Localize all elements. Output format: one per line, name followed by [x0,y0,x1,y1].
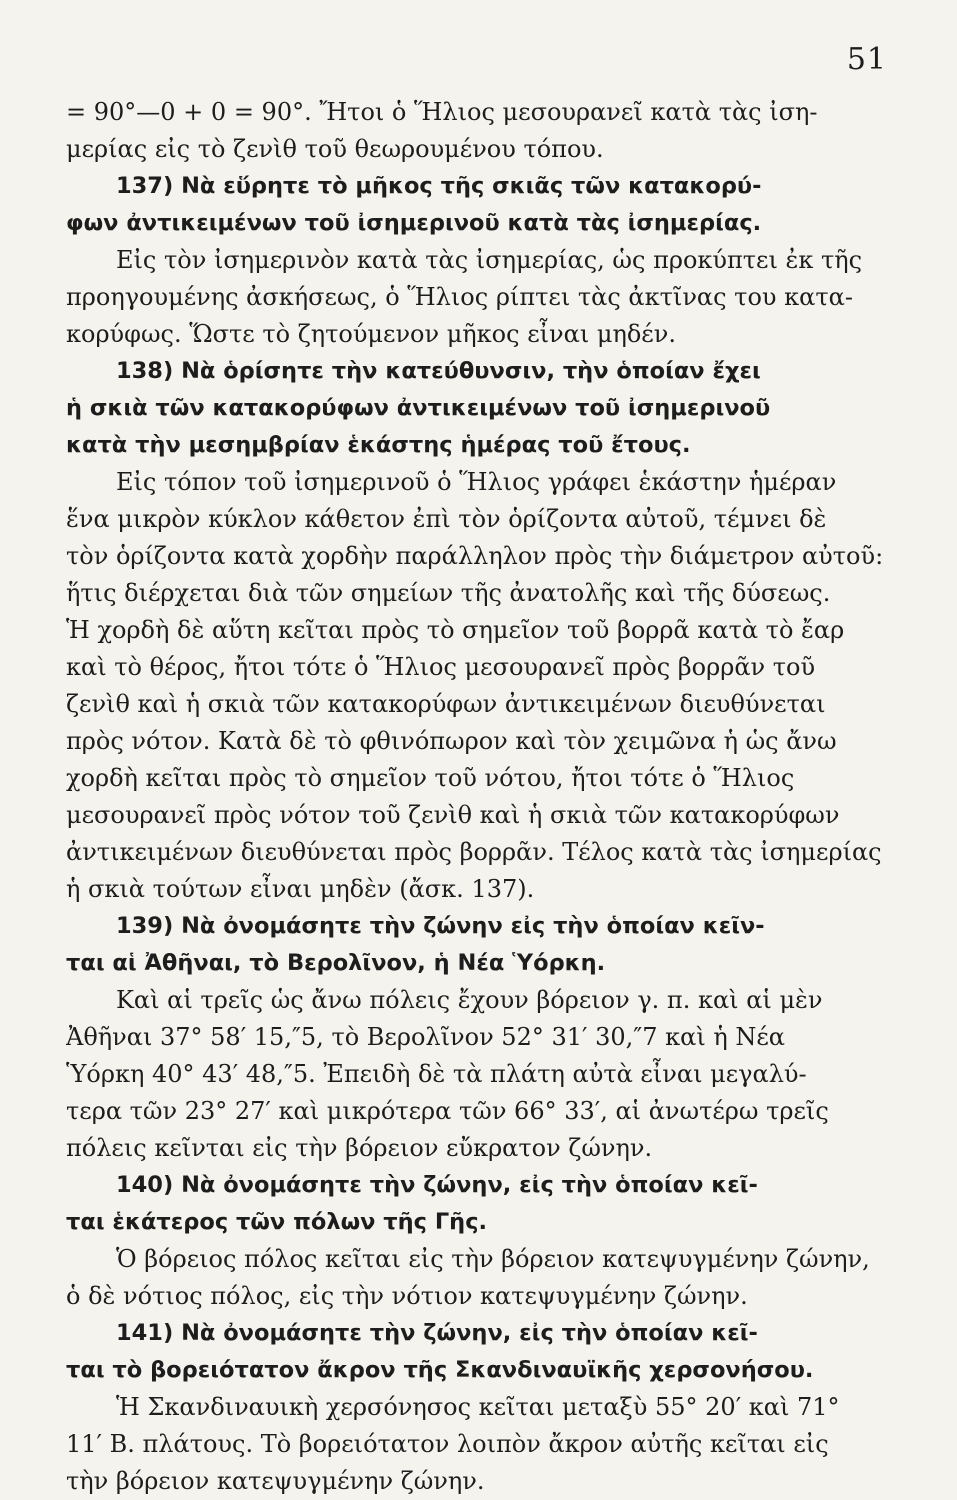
text-line: καὶ τὸ θέρος, ἤτοι τότε ὁ Ἥλιος μεσουρανεῖ πρὸς βορρᾶν τοῦ [66,653,816,681]
text-line: ὁ δὲ νότιος πόλος, εἰς τὴν νότιον κατεψυγμένην ζώνην. [66,1282,748,1310]
text-line: κορύφως. Ὥστε τὸ ζητούμενον μῆκος εἶναι μηδέν. [66,320,676,348]
exercise-heading-line: ται τὸ βορειότατον ἄκρον τῆς Σκανδιναυϊκῆς χερσονήσου. [66,1357,814,1383]
exercise-heading-line: φων ἀντικειμένων τοῦ ἰσημερινοῦ κατὰ τὰς ἰσημερίας. [66,210,762,236]
text-line: τὴν βόρειον κατεψυγμένην ζώνην. [66,1467,485,1495]
text-line: ἕνα μικρὸν κύκλον κάθετον ἐπὶ τὸν ὁρίζοντα αὐτοῦ, τέμνει δὲ [66,505,827,533]
text-line: πρὸς νότον. Κατὰ δὲ τὸ φθινόπωρον καὶ τὸν χειμῶνα ἡ ὡς ἄνω [66,727,837,755]
text-line: Εἰς τόπον τοῦ ἰσημερινοῦ ὁ Ἥλιος γράφει ἑκάστην ἡμέραν [116,468,837,496]
text-line: ἀντικειμένων διευθύνεται πρὸς βορρᾶν. Τέλος κατὰ τὰς ἰσημερίας [66,838,882,866]
text-line: προηγουμένης ἀσκήσεως, ὁ Ἥλιος ρίπτει τὰς ἀκτῖνας του κατα- [66,283,853,311]
text-line: Ἀθῆναι 37° 58′ 15,″5, τὸ Βερολῖνον 52° 31′ 30,″7 καὶ ἡ Νέα [66,1023,786,1051]
text-line: τερα τῶν 23° 27′ καὶ μικρότερα τῶν 66° 33′, αἱ ἀνωτέρω τρεῖς [66,1097,829,1125]
text-line: = 90°—0 + 0 = 90°. Ἤτοι ὁ Ἥλιος μεσουρανεῖ κατὰ τὰς ἰση- [66,98,818,126]
exercise-heading-line: 140) Νὰ ὀνομάσητε τὴν ζώνην, εἰς τὴν ὁποίαν κεῖ- [116,1172,758,1198]
text-line: Ὁ βόρειος πόλος κεῖται εἰς τὴν βόρειον κατεψυγμένην ζώνην, [116,1245,870,1273]
text-line: Ἡ Σκανδιναυικὴ χερσόνησος κεῖται μεταξὺ 55° 20′ καὶ 71° [116,1393,840,1421]
text-line: Ὑόρκη 40° 43′ 48,″5. Ἐπειδὴ δὲ τὰ πλάτη αὐτὰ εἶναι μεγαλύ- [66,1060,807,1088]
page-number: 51 [846,42,887,77]
text-line: Εἰς τὸν ἰσημερινὸν κατὰ τὰς ἰσημερίας, ὡς προκύπτει ἐκ τῆς [116,246,863,274]
text-line: Ἡ χορδὴ δὲ αὕτη κεῖται πρὸς τὸ σημεῖον τοῦ βορρᾶ κατὰ τὸ ἔαρ [66,616,845,644]
text-line: πόλεις κεῖνται εἰς τὴν βόρειον εὔκρατον ζώνην. [66,1134,653,1162]
text-line: μερίας εἰς τὸ ζενὶθ τοῦ θεωρουμένου τόπου. [66,135,604,163]
text-line: ζενὶθ καὶ ἡ σκιὰ τῶν κατακορύφων ἀντικειμένων διευθύνεται [66,690,826,718]
text-line: τὸν ὁρίζοντα κατὰ χορδὴν παράλληλον πρὸς τὴν διάμετρον αὐτοῦ: [66,542,884,570]
exercise-heading-line: ἡ σκιὰ τῶν κατακορύφων ἀντικειμένων τοῦ ἰσημερινοῦ [66,395,771,421]
text-line: 11′ Β. πλάτους. Τὸ βορειότατον λοιπὸν ἄκρον αὐτῆς κεῖται εἰς [66,1430,829,1458]
exercise-heading-line: ται αἱ Ἀθῆναι, τὸ Βερολῖνον, ἡ Νέα Ὑόρκη. [66,950,606,976]
exercise-heading-line: 141) Νὰ ὀνομάσητε τὴν ζώνην, εἰς τὴν ὁποίαν κεῖ- [116,1320,758,1346]
text-line: ἥτις διέρχεται διὰ τῶν σημείων τῆς ἀνατολῆς καὶ τῆς δύσεως. [66,579,831,607]
exercise-heading-line: 139) Νὰ ὀνομάσητε τὴν ζώνην εἰς τὴν ὁποίαν κεῖν- [116,913,765,939]
exercise-heading-line: 137) Νὰ εὕρητε τὸ μῆκος τῆς σκιᾶς τῶν κατακορύ- [116,173,762,199]
text-line: Καὶ αἱ τρεῖς ὡς ἄνω πόλεις ἔχουν βόρειον γ. π. καὶ αἱ μὲν [116,986,823,1014]
page-body [66,94,916,1500]
text-line: χορδὴ κεῖται πρὸς τὸ σημεῖον τοῦ νότου, ἤτοι τότε ὁ Ἥλιος [66,764,795,792]
text-line: ἡ σκιὰ τούτων εἶναι μηδὲν (ἄσκ. 137). [66,875,535,903]
text-line: μεσουρανεῖ πρὸς νότον τοῦ ζενὶθ καὶ ἡ σκιὰ τῶν κατακορύφων [66,801,840,829]
exercise-heading-line: ται ἑκάτερος τῶν πόλων τῆς Γῆς. [66,1209,488,1235]
exercise-heading-line: 138) Νὰ ὁρίσητε τὴν κατεύθυνσιν, τὴν ὁποίαν ἔχει [116,358,761,384]
exercise-heading-line: κατὰ τὴν μεσημβρίαν ἑκάστης ἡμέρας τοῦ ἔτους. [66,432,691,458]
